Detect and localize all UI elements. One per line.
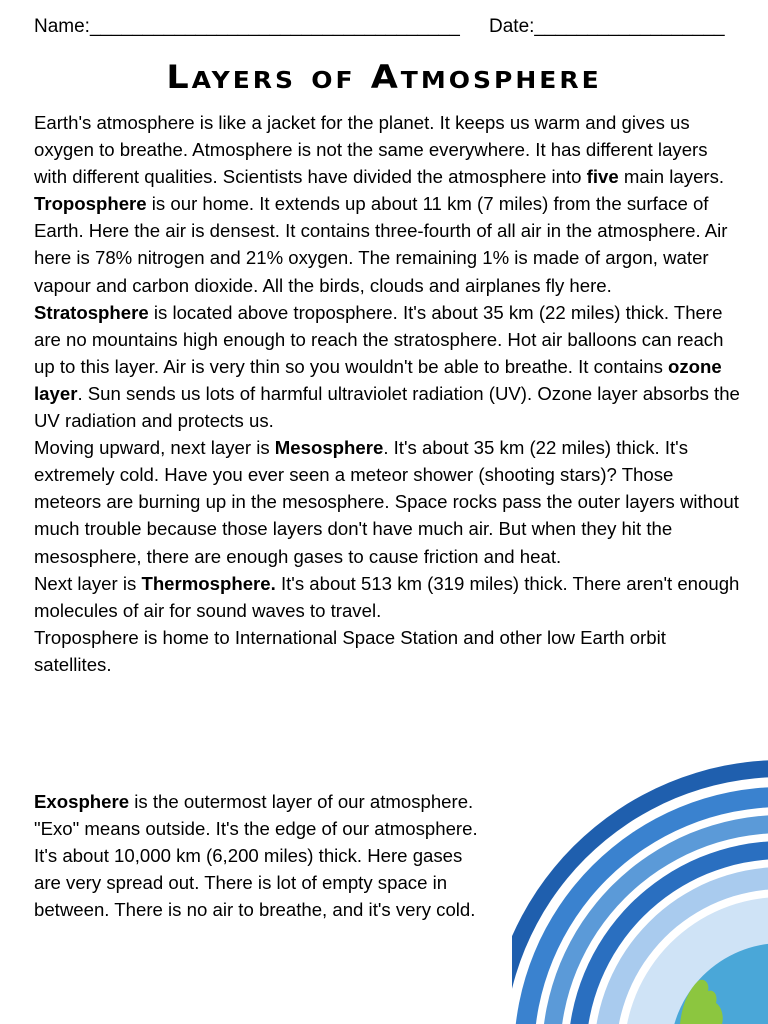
date-label: Date: bbox=[489, 16, 535, 37]
atmosphere-layers-illustration bbox=[512, 755, 768, 1024]
mesosphere-paragraph bbox=[34, 434, 742, 569]
header bbox=[34, 14, 732, 40]
troposphere-text: is our home. It extends up about 11 km (7 miles) from the surface of Earth. Here the air is densest. It contains three-fourth of all air in the atmosphere. Air here is 78% nitrogen and 21% oxygen. The remaining 1% is made of argon, water vapour and carbon dioxide. All the birds, clouds and airplanes fly here. bbox=[34, 193, 728, 296]
thermosphere-text-end: It's about 513 km (319 miles) thick. There aren't enough molecules of air for sound waves to travel. bbox=[34, 572, 740, 621]
intro-text: Earth's atmosphere is like a jacket for the planet. It keeps us warm and gives us oxygen to breathe. Atmosphere is not the same everywhere. It has different layers with different qualities. Scientists have divided the atmosphere into bbox=[34, 112, 708, 188]
exosphere-paragraph-box bbox=[34, 788, 479, 923]
troposphere-paragraph bbox=[34, 190, 742, 298]
stratosphere-term: Stratosphere bbox=[34, 301, 149, 323]
date-group bbox=[489, 14, 725, 40]
intro-text-end: main layers. bbox=[618, 166, 725, 188]
mesosphere-term: Mesosphere bbox=[274, 437, 384, 459]
intro-paragraph bbox=[34, 109, 742, 190]
stratosphere-paragraph bbox=[34, 299, 742, 434]
date-field[interactable]: __________________ bbox=[534, 16, 725, 37]
stratosphere-text: is located above troposphere. It's about 35 km (22 miles) thick. There are no mountains high enough to reach the stratosphere. Hot air balloons can reach up to this layer. Air is very thin so you wouldn't be able to breathe. It contains bbox=[34, 301, 724, 377]
thermosphere-term: Thermosphere. bbox=[141, 572, 276, 594]
exosphere-paragraph bbox=[34, 788, 479, 923]
mesosphere-text: Moving upward, next layer is bbox=[34, 437, 275, 459]
exosphere-term: Exosphere bbox=[34, 791, 130, 812]
satellites-paragraph: Troposphere is home to International Space Station and other low Earth orbit satellites. bbox=[34, 626, 666, 675]
troposphere-term: Troposphere bbox=[34, 193, 147, 215]
thermosphere-text: Next layer is bbox=[34, 572, 142, 594]
worksheet-body bbox=[34, 109, 742, 678]
mesosphere-text-end: . It's about 35 km (22 miles) thick. It's extremely cold. Have you ever seen a meteor shower (shooting stars)? Those meteors are burning up in the mesosphere. Space rocks pass the outer layers without much trouble because those layers don't have much air. But when they hit the mesosphere, there are enough gases to cause friction and heat. bbox=[34, 437, 739, 567]
thermosphere-paragraph bbox=[34, 570, 742, 624]
page-title: Layers of Atmosphere bbox=[166, 59, 602, 97]
name-label: Name: bbox=[34, 16, 90, 37]
ozone-term: ozone layer bbox=[34, 355, 722, 404]
intro-bold: five bbox=[586, 166, 619, 188]
name-field[interactable]: ___________________________________ bbox=[89, 16, 460, 37]
exosphere-text: is the outermost layer of our atmosphere. "Exo" means outside. It's the edge of our atmosphere. It's about 10,000 km (6,200 miles) thick. Here gases are very spread out. There is lot of empty space in between. There is no air to breathe, and it's very cold. bbox=[34, 791, 478, 921]
stratosphere-text-end: . Sun sends us lots of harmful ultraviolet radiation (UV). Ozone layer absorbs the UV radiation and protects us. bbox=[34, 382, 740, 432]
